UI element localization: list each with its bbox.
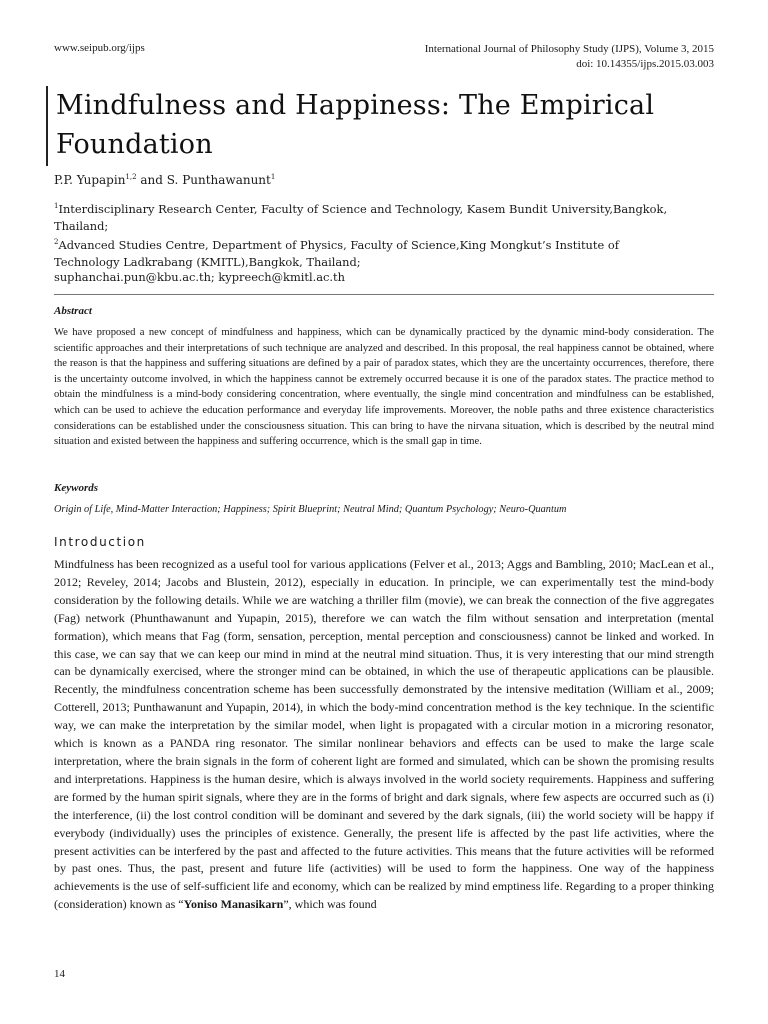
header-journal-info — [425, 42, 714, 72]
divider-line — [54, 294, 714, 295]
author-2: S. Punthawanunt — [166, 173, 271, 187]
page-number: 14 — [54, 968, 65, 980]
introduction-body — [54, 556, 714, 914]
intro-text-part-1: Mindfulness has been recognized as a useful tool for various applications (Felver et al., 2013; Aggs and Bambling, 2010; MacLean et al., 2012; Reveley, 2014; Jacobs and Blustein, 2012), especially in education. In principle, we can experimentally test the mind-body consideration by the following details. While we are watching a thriller film (movie), we can break the connection of the five aggregates (Fag) network (Phunthawanunt and Yupapin, 2015), therefore we can watch the film without sensation and interpretation (mental formation), which means that Fag (form, sensation, perception, mental perception and consciousness) cannot be linked and worked. In this case, we can say that we can keep our mind in mind at the neutral mind situation. Thus, it is very interesting that our mind strength can be dynamically exercised, where the stronger mind can be obtained, in which the use of therapeutic applications can be plausible. Recently, the mindfulness concentration scheme has been successfully demonstrated by the intensive meditation (William et al., 2009; Cotterell, 2013; Punthawanunt and Yupapin, 2014), in which the body-mind concentration method is the key technique. In the scientific way, we can make the interpretation by the similar model, when light is propagated with a circular motion in a microring resonator, which is known as a PANDA ring resonator. The similar nonlinear behaviors and effects can be used to make the large scale interpretation, where the brain signals in the form of coherent light are formed and simulated, which can be shown the promising results and interpretations. Happiness is the human desire, which is always involved in the world society requirements. Happiness and suffering are formed by the human spirit signals, where they are in the forms of bright and dark signals, where few aspects are occurred such as (i) the interference, (ii) the lost control condition will be dominant and severed by the dark signals, (iii) the world society will be happy if everybody (individually) uses the principles of existence. Generally, the present life is affected by the past life activities, where the present activities can be interfered by the past and affected to the future activities. This means that the future activities will be reformed by past ones. Thus, the past, present and future life (activities) will be used to form the happiness. One way of the happiness achievements is the use of self-sufficient life and economy, which can be realized by mind emptiness life. Regarding to a proper thinking (consideration) known as “ — [54, 557, 714, 912]
affiliation-2 — [54, 234, 674, 271]
title-block — [46, 86, 714, 166]
keywords-list: Origin of Life, Mind-Matter Interaction; Happiness; Spirit Blueprint; Neutral Mind; Quantum Psychology; Neuro-Quantum — [54, 504, 567, 515]
introduction-heading: Introduction — [54, 535, 146, 549]
doi: doi: 10.14355/ijps.2015.03.003 — [576, 58, 714, 70]
journal-name: International Journal of Philosophy Study (IJPS), Volume 3, 2015 — [424, 43, 714, 55]
abstract-body: We have proposed a new concept of mindfulness and happiness, which can be dynamically practiced by the dynamic mind-body consideration. The scientific approaches and their interpretations of such technique are analyzed and described. In this proposal, the real happiness cannot be obtained, where the reason is that the happiness and suffering situations are defined by a pair of paradox states, which they are the uncertainty occurrences, therefore, there is the uncertainty outcome involved, in which the happiness cannot be extremely occurred because it is one of the paradox states. The practice method to obtain the mindfulness is a mind-body considering concentration, where eventually, the single mind concentration and mindfulness can be established, which can be used to achieve the education performance and everyday life improvements. Moreover, the noble paths and three existence characteristics considerations can be established under the consciousness situation. This can bring to have the nirvana situation, which is described by the neutral mind situation and existed between the happiness and suffering occurrence, which is the small gap in time. — [54, 327, 714, 448]
affiliation-2-text: Advanced Studies Centre, Department of Physics, Faculty of Science,King Mongkut’s Institute of Technology Ladkrabang (KMITL),Bangkok, Thailand; — [54, 237, 619, 269]
header-url[interactable]: www.seipub.org/ijps — [54, 42, 145, 54]
author-1-affiliation-mark: 1,2 — [125, 173, 137, 181]
intro-text-part-2: ”, which was found — [283, 897, 377, 912]
affiliation-1-text: Interdisciplinary Research Center, Faculty of Science and Technology, Kasem Bundit University,Bangkok, Thailand; — [54, 201, 668, 233]
author-connector: and — [136, 173, 167, 187]
affiliation-1 — [54, 198, 674, 235]
author-1: P.P. Yupapin — [54, 173, 126, 187]
author-line — [54, 173, 275, 187]
affiliation-2-mark: 2 — [54, 238, 59, 246]
keywords-heading: Keywords — [54, 482, 98, 494]
paper-title: Mindfulness and Happiness: The Empirical Foundation — [56, 90, 655, 160]
intro-bold-term: Yoniso Manasikarn — [183, 897, 284, 912]
abstract-heading: Abstract — [54, 305, 92, 317]
affiliation-1-mark: 1 — [54, 202, 59, 210]
author-2-affiliation-mark: 1 — [270, 173, 276, 181]
author-emails[interactable]: suphanchai.pun@kbu.ac.th; kypreech@kmitl.ac.th — [54, 270, 345, 284]
